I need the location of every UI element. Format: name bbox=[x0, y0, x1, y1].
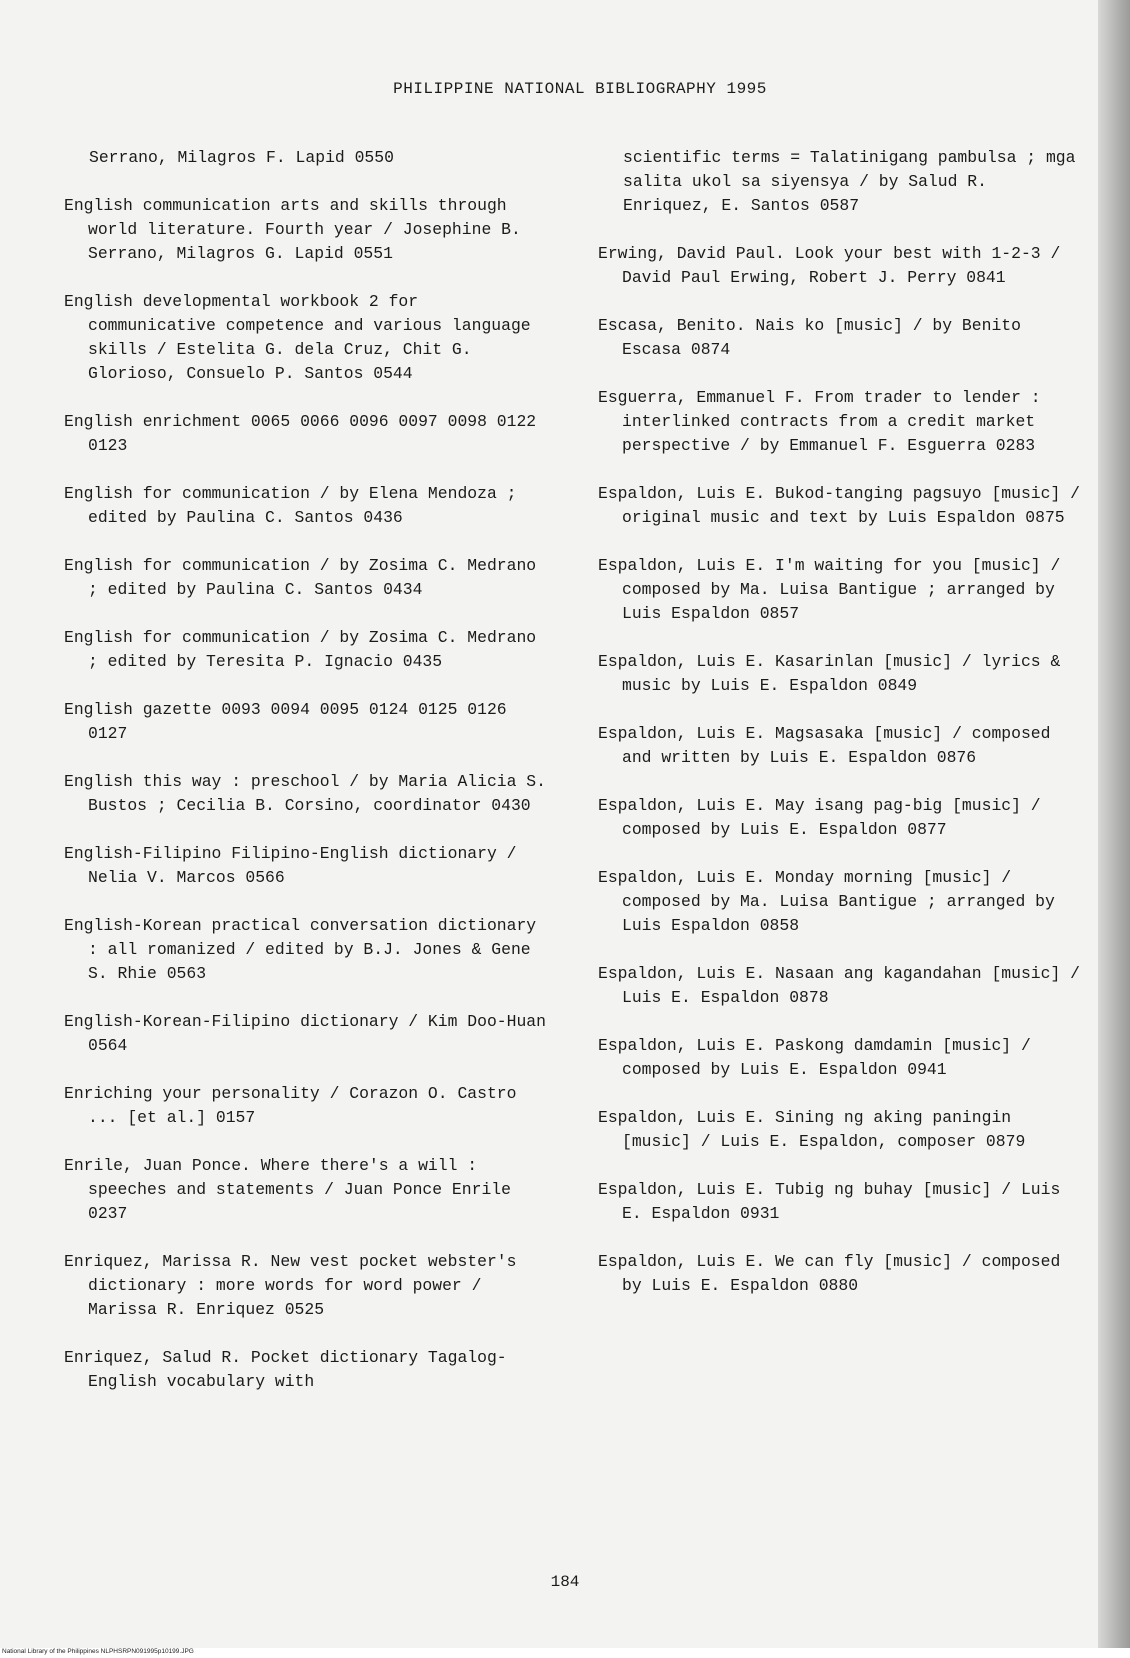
bib-entry: Espaldon, Luis E. Bukod-tanging pagsuyo [music] / original music and text by Luis Espaldon 0875 bbox=[598, 484, 1080, 527]
right-column bbox=[598, 146, 1083, 1322]
bib-entry: English for communication / by Elena Mendoza ; edited by Paulina C. Santos 0436 bbox=[64, 484, 517, 527]
bib-entry: Espaldon, Luis E. Paskong damdamin [music] / composed by Luis E. Espaldon 0941 bbox=[598, 1036, 1031, 1079]
bib-entry: Escasa, Benito. Nais ko [music] / by Benito Escasa 0874 bbox=[598, 316, 1021, 359]
page-number: 184 bbox=[550, 1573, 580, 1591]
bib-entry: Enriquez, Salud R. Pocket dictionary Tagalog-English vocabulary with bbox=[64, 1348, 507, 1391]
bib-entry: Serrano, Milagros F. Lapid 0550 bbox=[89, 148, 394, 167]
bib-entry: Espaldon, Luis E. I'm waiting for you [music] / composed by Ma. Luisa Bantigue ; arranged by Luis Espaldon 0857 bbox=[598, 556, 1061, 623]
bib-entry: English for communication / by Zosima C. Medrano ; edited by Teresita P. Ignacio 0435 bbox=[64, 628, 537, 671]
bib-entry: English-Korean practical conversation dictionary : all romanized / edited by B.J. Jones & Gene S. Rhie 0563 bbox=[64, 916, 537, 983]
bib-entry: Espaldon, Luis E. Kasarinlan [music] / lyrics & music by Luis E. Espaldon 0849 bbox=[598, 652, 1061, 695]
bib-entry: Espaldon, Luis E. Monday morning [music] / composed by Ma. Luisa Bantigue ; arranged by Luis Espaldon 0858 bbox=[598, 868, 1055, 935]
bib-entry: Espaldon, Luis E. Nasaan ang kagandahan [music] / Luis E. Espaldon 0878 bbox=[598, 964, 1080, 1007]
bib-entry: Espaldon, Luis E. Magsasaka [music] / composed and written by Luis E. Espaldon 0876 bbox=[598, 724, 1051, 767]
bib-entry: English gazette 0093 0094 0095 0124 0125 0126 0127 bbox=[64, 700, 507, 743]
bib-entry: English developmental workbook 2 for communicative competence and various language skills / Estelita G. dela Cruz, Chit G. Glorioso, Consuelo P. Santos 0544 bbox=[64, 292, 531, 383]
bib-entry: Espaldon, Luis E. Tubig ng buhay [music] / Luis E. Espaldon 0931 bbox=[598, 1180, 1061, 1223]
page-header: PHILIPPINE NATIONAL BIBLIOGRAPHY 1995 bbox=[393, 80, 767, 98]
left-column bbox=[64, 146, 549, 1418]
bib-entry: English enrichment 0065 0066 0096 0097 0098 0122 0123 bbox=[64, 412, 537, 455]
bib-entry: scientific terms = Talatinigang pambulsa ; mga salita ukol sa siyensya / by Salud R. Enriquez, E. Santos 0587 bbox=[623, 148, 1076, 215]
bib-entry: Enriching your personality / Corazon O. Castro ... [et al.] 0157 bbox=[64, 1084, 517, 1127]
bib-entry: English-Korean-Filipino dictionary / Kim Doo-Huan 0564 bbox=[64, 1012, 546, 1055]
bib-entry: Enrile, Juan Ponce. Where there's a will : speeches and statements / Juan Ponce Enrile 0237 bbox=[64, 1156, 511, 1223]
bib-entry: English communication arts and skills through world literature. Fourth year / Josephine B. Serrano, Milagros G. Lapid 0551 bbox=[64, 196, 521, 263]
bib-entry: Espaldon, Luis E. May isang pag-big [music] / composed by Luis E. Espaldon 0877 bbox=[598, 796, 1041, 839]
bib-entry: Esguerra, Emmanuel F. From trader to lender : interlinked contracts from a credit market perspective / by Emmanuel F. Esguerra 0283 bbox=[598, 388, 1041, 455]
bib-entry: Espaldon, Luis E. Sining ng aking paningin [music] / Luis E. Espaldon, composer 0879 bbox=[598, 1108, 1026, 1151]
bib-entry: Espaldon, Luis E. We can fly [music] / composed by Luis E. Espaldon 0880 bbox=[598, 1252, 1061, 1295]
page-edge-shadow bbox=[1098, 0, 1130, 1658]
bib-entry: Erwing, David Paul. Look your best with 1-2-3 / David Paul Erwing, Robert J. Perry 0841 bbox=[598, 244, 1061, 287]
bib-entry: English-Filipino Filipino-English dictionary / Nelia V. Marcos 0566 bbox=[64, 844, 517, 887]
scan-credit: National Library of the Philippines NLPHSRPN091995p10199.JPG bbox=[2, 1648, 194, 1655]
bib-entry: English this way : preschool / by Maria Alicia S. Bustos ; Cecilia B. Corsino, coordinator 0430 bbox=[64, 772, 546, 815]
bib-entry: Enriquez, Marissa R. New vest pocket webster's dictionary : more words for word power / Marissa R. Enriquez 0525 bbox=[64, 1252, 517, 1319]
bib-entry: English for communication / by Zosima C. Medrano ; edited by Paulina C. Santos 0434 bbox=[64, 556, 537, 599]
